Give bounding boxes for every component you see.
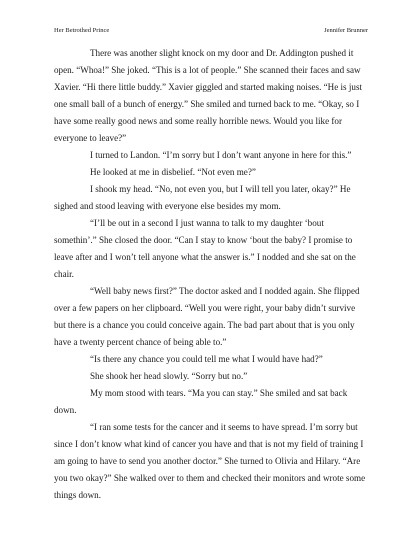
paragraph: “I ran some tests for the cancer and it seems to have spread. I’m sorry but since I don’t know what kind of cancer you have and that is not my field of training I am going to have to send you another doctor.” She turned to Olivia and Hilary. “Are you two okay?” She walked over to them and checked their monitors and wrote some things down. <box>54 422 366 500</box>
page-body <box>54 45 367 504</box>
paragraph: There was another slight knock on my door and Dr. Addington pushed it open. “Whoa!” She joked. “This is a lot of people.” She scanned their faces and saw Xavier. “Hi there little buddy.” Xavier giggled and started making noises. “He is just one small ball of a bunch of energy.” She smiled and turned back to me. “Okay, so I have some really good news and some really horrible news. Would you like for everyone to leave?” <box>54 48 363 143</box>
paragraph: I shook my head. “No, not even you, but I will tell you later, okay?” He sighed and stood leaving with everyone else besides my mom. <box>54 184 351 211</box>
paragraph: My mom stood with tears. “Ma you can stay.” She smiled and sat back down. <box>54 388 348 415</box>
paragraph: “Well baby news first?” The doctor asked and I nodded again. She flipped over a few papers on her clipboard. “Well you were right, your baby didn’t survive but there is a chance you could conceive again. The bad part about that is you only have a twenty percent chance of being able to.” <box>54 286 360 347</box>
header-book-title: Her Betrothed Prince <box>54 27 110 34</box>
paragraph: “I’ll be out in a second I just wanna to talk to my daughter ‘bout somethin’.” She closed the door. “Can I stay to know ‘bout the baby? I promise to leave after and I won’t tell anyone what the answer is.” I nodded and she sat on the chair. <box>54 218 356 279</box>
running-header <box>54 27 368 35</box>
paragraph: I turned to Landon. “I’m sorry but I don’t want anyone in here for this.” <box>90 150 352 160</box>
paragraph: She shook her head slowly. “Sorry but no.” <box>90 371 248 381</box>
header-author: Jennifer Brunner <box>324 27 368 34</box>
paragraph: “Is there any chance you could tell me what I would have had?” <box>90 354 323 364</box>
paragraph: He looked at me in disbelief. “Not even me?” <box>90 167 256 177</box>
